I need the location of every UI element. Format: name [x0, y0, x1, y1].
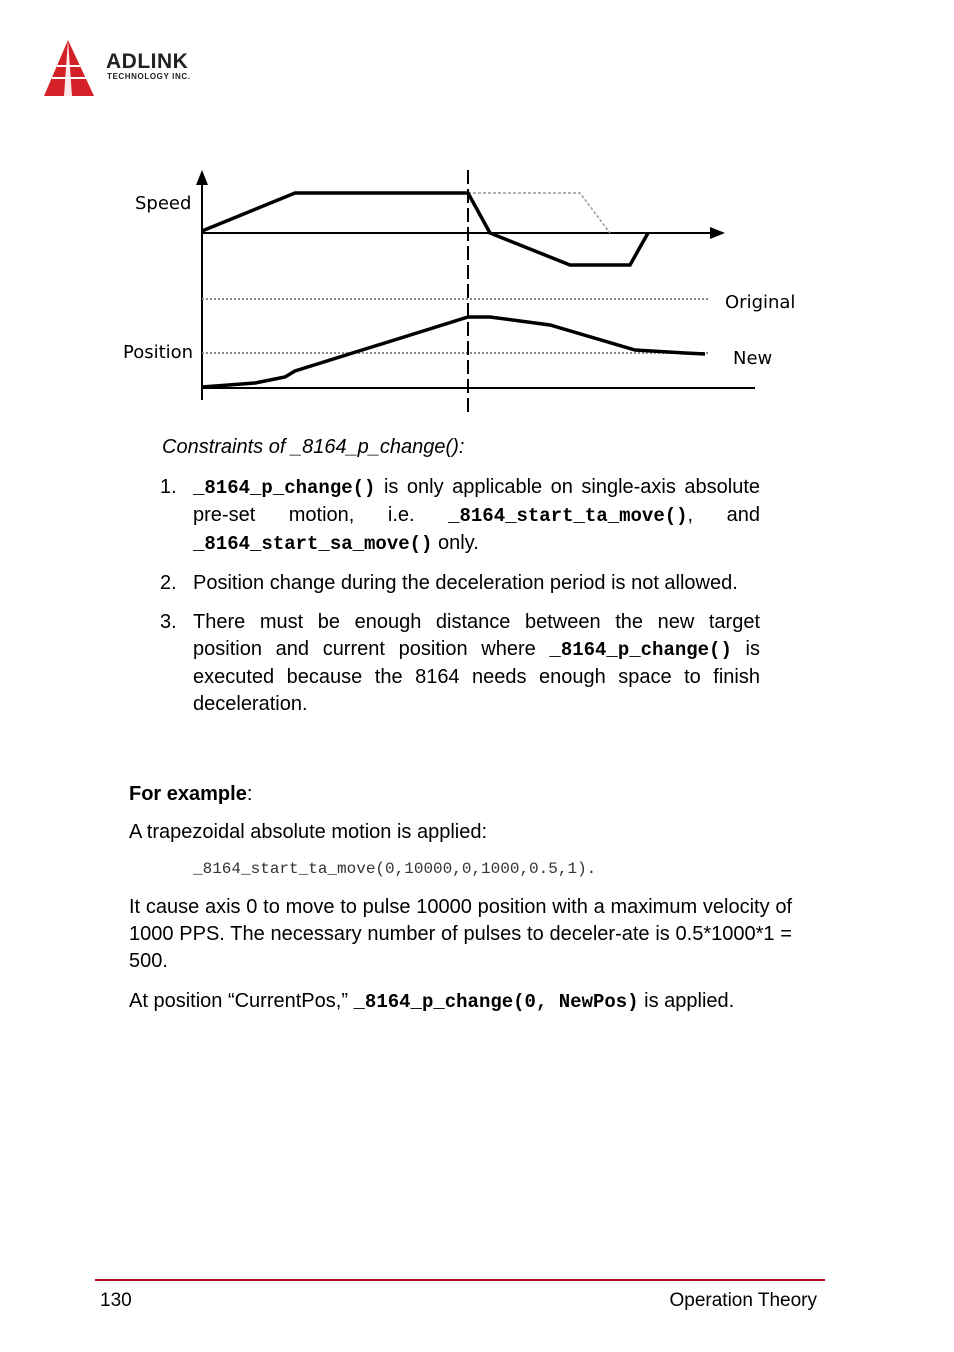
footer-section-title: Operation Theory	[669, 1290, 817, 1311]
speed-position-diagram	[115, 165, 815, 420]
constraints-caption: Constraints of _8164_p_change():	[162, 436, 465, 458]
list-text: There must be enough distance between the new target position and current position where	[193, 611, 760, 660]
page-number: 130	[100, 1290, 132, 1311]
list-item	[160, 474, 760, 558]
example-code: _8164_start_ta_move(0,10000,0,1000,0.5,1).	[193, 860, 597, 878]
list-text: is executed because the 8164 needs enough space to finish deceleration.	[193, 638, 760, 715]
list-text: only.	[432, 532, 479, 554]
original-curve-label: Original	[725, 292, 796, 313]
example-intro: A trapezoidal absolute motion is applied:	[129, 821, 488, 843]
list-item	[160, 570, 760, 597]
position-axis-label: Position	[123, 342, 194, 363]
code-inline: _8164_p_change()	[193, 477, 376, 499]
logo-wordmark: ADLINK	[106, 50, 189, 73]
example-heading-line: For example:	[129, 783, 253, 805]
list-text: Position change during the deceleration period is not allowed.	[193, 572, 738, 594]
speed-axis-label: Speed	[135, 193, 192, 214]
logo-subtitle: TECHNOLOGY INC.	[107, 72, 191, 81]
footer-rule	[95, 1279, 825, 1281]
list-number: 1.	[160, 476, 177, 498]
new-curve-label: New	[733, 348, 773, 369]
code-inline: _8164_p_change()	[549, 639, 732, 661]
code-inline: _8164_start_ta_move()	[448, 505, 688, 527]
list-text: is only applicable on single-axis absolute pre-set motion, i.e.	[193, 476, 760, 526]
code-inline: _8164_p_change(0, NewPos)	[353, 991, 639, 1013]
list-text: , and	[687, 504, 760, 526]
example-paragraph-2: At position “CurrentPos,” _8164_p_change(0, NewPos) is applied.	[129, 990, 735, 1013]
code-inline: _8164_start_sa_move()	[193, 533, 433, 555]
list-number: 3.	[160, 611, 177, 633]
constraints-list	[160, 474, 760, 730]
list-item	[160, 609, 760, 718]
example-paragraph-1: It cause axis 0 to move to pulse 10000 position with a maximum velocity of 1000 PPS. The necessary number of pulses to deceler-ate is 0.5*1000*1 = 500.	[129, 896, 792, 972]
list-number: 2.	[160, 572, 177, 594]
example-heading: For example	[129, 783, 247, 805]
